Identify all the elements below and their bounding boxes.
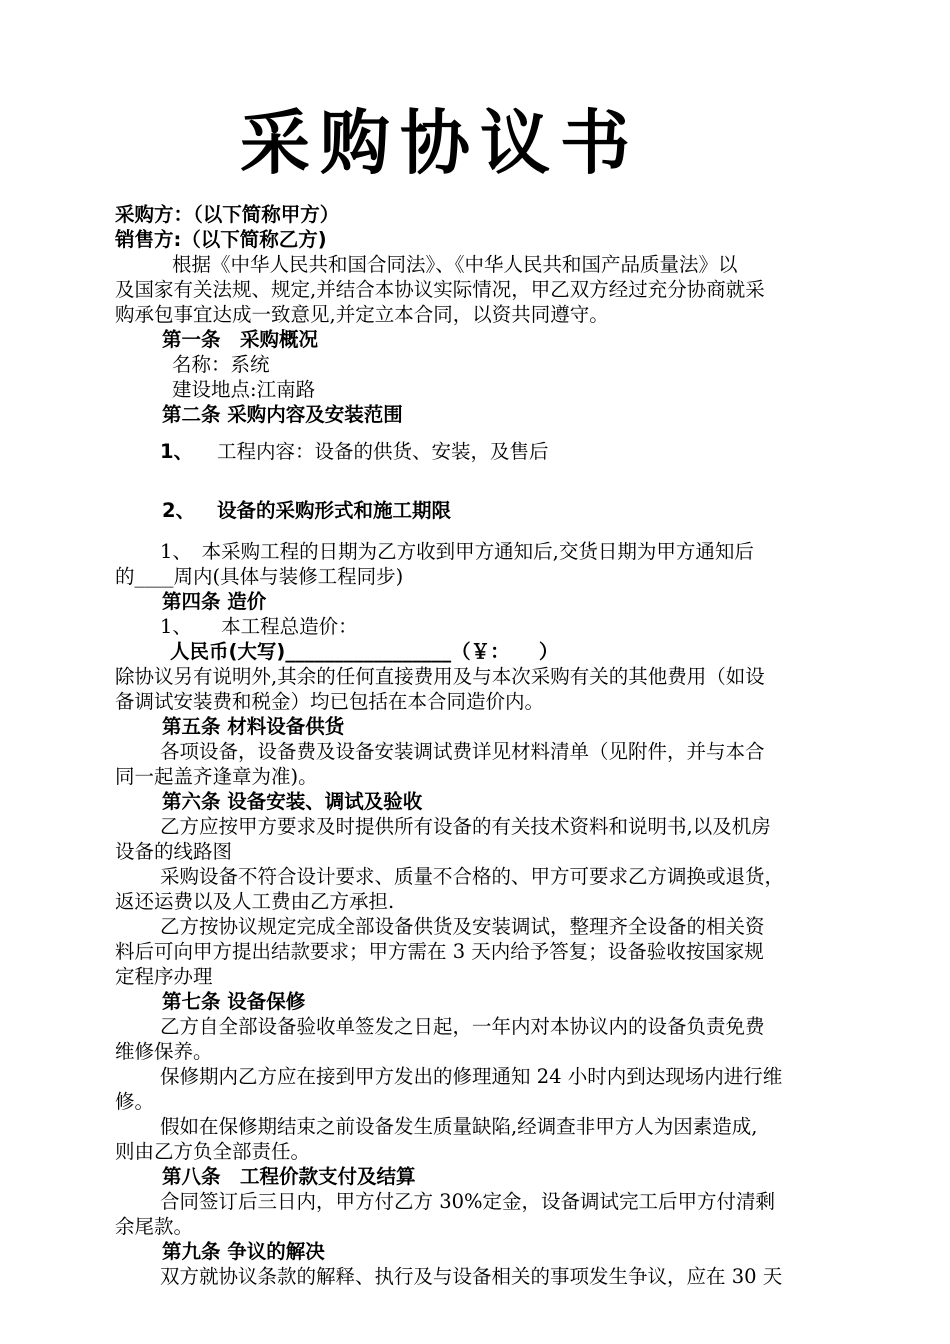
article-5-line-1: 各项设备，设备费及设备安装调试费详见材料清单（见附件，并与本合 [160, 740, 765, 763]
article-7-p2-line-1: 保修期内乙方应在接到甲方发出的修理通知 24 小时内到达现场内进行维 [160, 1065, 783, 1088]
intro-line-3: 购承包事宜达成一致意见,并定立本合同，以资共同遵守。 [115, 303, 609, 326]
item-number: 1、 [160, 440, 194, 463]
article-2-item-2 [115, 498, 860, 523]
article-6-p3-line-1: 乙方按协议规定完成全部设备供货及安装调试，整理齐全设备的相关资 [160, 915, 765, 938]
article-9-heading: 第九条 争议的解决 [162, 1240, 325, 1263]
item-text: 工程内容：设备的供货、安装，及售后 [217, 440, 549, 463]
article-6-p2-line-1: 采购设备不符合设计要求、质量不合格的、甲方可要求乙方调换或退货， [160, 865, 785, 888]
article-8-line-2: 余尾款。 [115, 1215, 194, 1238]
intro-line-2: 及国家有关法规、规定,并结合本协议实际情况，甲乙双方经过充分协商就采 [115, 278, 765, 301]
article-6-heading: 第六条 设备安装、调试及验收 [162, 790, 423, 813]
article-5-line-2: 同一起盖齐逢章为准)。 [115, 765, 318, 788]
item-number: 2、 [162, 499, 196, 522]
article-6-p2-line-2: 返还运费以及人工费由乙方承担. [115, 890, 395, 913]
buyer-line: 采购方：（以下简称甲方） [115, 203, 340, 226]
document-title: 采购协议书 [240, 102, 640, 184]
article-5-heading: 第五条 材料设备供货 [162, 715, 345, 738]
article-3-line-2: 的____周内(具体与装修工程同步) [115, 565, 404, 588]
article-9-line-1: 双方就协议条款的解释、执行及与设备相关的事项发生争议，应在 30 天 [160, 1265, 783, 1288]
article-7-p3-line-2: 则由乙方负全部责任。 [115, 1140, 311, 1163]
article-8-heading: 第八条 工程价款支付及结算 [162, 1165, 416, 1188]
article-6-p1-line-1: 乙方应按甲方要求及时提供所有设备的有关技术资料和说明书,以及机房 [160, 815, 771, 838]
seller-line: 销售方:（以下简称乙方) [115, 228, 327, 251]
article-4-heading: 第四条 造价 [162, 590, 267, 613]
article-4-line-1: 除协议另有说明外,其余的任何直接费用及与本次采购有关的其他费用（如设 [115, 665, 765, 688]
article-7-heading: 第七条 设备保修 [162, 990, 306, 1013]
article-6-p3-line-2: 料后可向甲方提出结款要求；甲方需在 3 天内给予答复；设备验收按国家规 [115, 940, 764, 963]
article-3-line-1: 1、 本采购工程的日期为乙方收到甲方通知后,交货日期为甲方通知后 [160, 540, 754, 563]
document-body [115, 202, 860, 1289]
article-4-item-1: 1、 本工程总造价： [160, 615, 358, 638]
intro-line-1: 根据《中华人民共和国合同法》、《中华人民共和国产品质量法》以 [172, 253, 738, 276]
article-1-name: 名称：系统 [172, 353, 270, 376]
article-7-p1-line-1: 乙方自全部设备验收单签发之日起，一年内对本协议内的设备负责免费 [160, 1015, 765, 1038]
article-4-line-2: 备调试安装费和税金）均已包括在本合同造价内。 [115, 690, 545, 713]
article-6-p1-line-2: 设备的线路图 [115, 840, 233, 863]
article-7-p2-line-2: 修。 [115, 1090, 155, 1113]
article-4-rmb: 人民币(大写)_________________（￥： ） [170, 640, 559, 663]
item-text: 设备的采购形式和施工期限 [217, 499, 452, 522]
article-2-item-1 [115, 439, 860, 464]
article-8-line-1: 合同签订后三日内，甲方付乙方 30%定金，设备调试完工后甲方付清剩 [160, 1190, 776, 1213]
article-7-p1-line-2: 维修保养。 [115, 1040, 213, 1063]
article-1-location: 建设地点:江南路 [172, 378, 316, 401]
article-7-p3-line-1: 假如在保修期结束之前设备发生质量缺陷,经调查非甲方人为因素造成, [160, 1115, 758, 1138]
article-2-heading: 第二条 采购内容及安装范围 [162, 403, 403, 426]
article-6-p3-line-3: 定程序办理 [115, 965, 213, 988]
article-1-heading: 第一条 采购概况 [162, 328, 319, 351]
